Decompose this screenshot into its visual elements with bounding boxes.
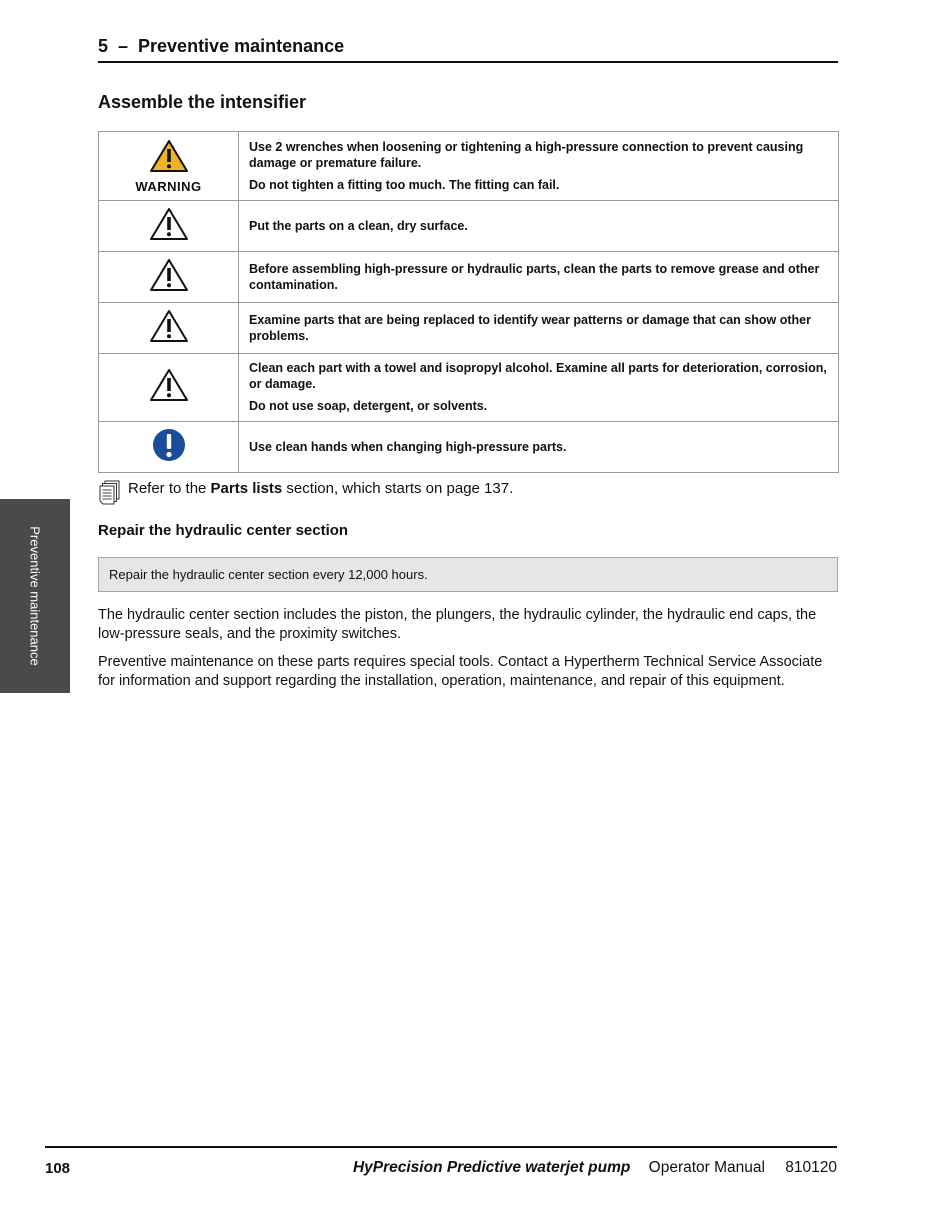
table-row xyxy=(99,422,839,473)
message-text xyxy=(239,201,839,252)
note-suffix: section, which starts on page 137. xyxy=(282,480,514,497)
icon-cell xyxy=(99,303,239,354)
note xyxy=(98,480,513,508)
message-text xyxy=(239,354,839,422)
body-paragraph: Preventive maintenance on these parts requires special tools. Contact a Hypertherm Technical Service Associate for information and support regarding the installation, operation, maintenance, and repair of this equipment. xyxy=(98,654,823,689)
note-icon xyxy=(98,480,122,508)
table-row xyxy=(99,252,839,303)
icon-cell xyxy=(99,422,239,473)
icon-cell xyxy=(99,354,239,422)
warning-triangle-yellow-icon xyxy=(149,139,189,173)
icon-cell xyxy=(99,252,239,303)
section-title: Assemble the intensifier xyxy=(98,92,307,112)
body-paragraph: The hydraulic center section includes the piston, the plungers, the hydraulic cylinder, the hydraulic end caps, the low-pressure seals, and the proximity switches. xyxy=(98,607,817,642)
message-text xyxy=(239,252,839,303)
side-tab-label: Preventive maintenance xyxy=(27,526,43,666)
icon-cell xyxy=(99,132,239,201)
message-line: Do not use soap, detergent, or solvents. xyxy=(249,399,488,413)
maintenance-interval-box: Repair the hydraulic center section every 12,000 hours. xyxy=(98,557,838,592)
note-prefix: Refer to the xyxy=(128,480,211,497)
table-row xyxy=(99,201,839,252)
table-row xyxy=(99,132,839,201)
mandatory-action-icon xyxy=(152,428,186,462)
document-type: Operator Manual xyxy=(648,1159,765,1176)
message-line: Examine parts that are being replaced to identify wear patterns or damage that can show other problems. xyxy=(249,312,811,343)
part-number: 810120 xyxy=(785,1159,837,1176)
footer-rule xyxy=(45,1146,837,1148)
message-line: Before assembling high-pressure or hydraulic parts, clean the parts to remove grease and other contamination. xyxy=(249,261,820,292)
message-text xyxy=(239,422,839,473)
caution-triangle-icon xyxy=(149,309,189,343)
chapter-header: 5 – Preventive maintenance xyxy=(98,36,838,63)
message-line: Clean each part with a towel and isopropyl alcohol. Examine all parts for deterioration, corrosion, or damage. xyxy=(249,361,827,391)
warning-label: WARNING xyxy=(135,178,202,194)
side-tab xyxy=(0,499,70,693)
page-number: 108 xyxy=(45,1160,71,1177)
product-name: HyPrecision Predictive waterjet pump xyxy=(352,1159,631,1176)
message-line: Use clean hands when changing high-pressure parts. xyxy=(249,439,567,454)
caution-triangle-icon xyxy=(149,368,189,402)
message-text xyxy=(239,132,839,201)
message-line: Do not tighten a fitting too much. The fitting can fail. xyxy=(249,177,560,192)
note-text xyxy=(128,480,513,497)
message-text xyxy=(239,303,839,354)
footer-info xyxy=(353,1159,837,1177)
safety-message-table xyxy=(98,131,839,473)
icon-cell xyxy=(99,201,239,252)
message-line: Use 2 wrenches when loosening or tightening a high-pressure connection to prevent causing damage or premature failure. xyxy=(249,139,804,170)
subsection-title: Repair the hydraulic center section xyxy=(98,522,349,539)
message-line: Put the parts on a clean, dry surface. xyxy=(249,218,468,233)
parts-lists-reference: Parts lists xyxy=(210,480,283,497)
caution-triangle-icon xyxy=(149,258,189,292)
table-row xyxy=(99,303,839,354)
table-row xyxy=(99,354,839,422)
caution-triangle-icon xyxy=(149,207,189,241)
